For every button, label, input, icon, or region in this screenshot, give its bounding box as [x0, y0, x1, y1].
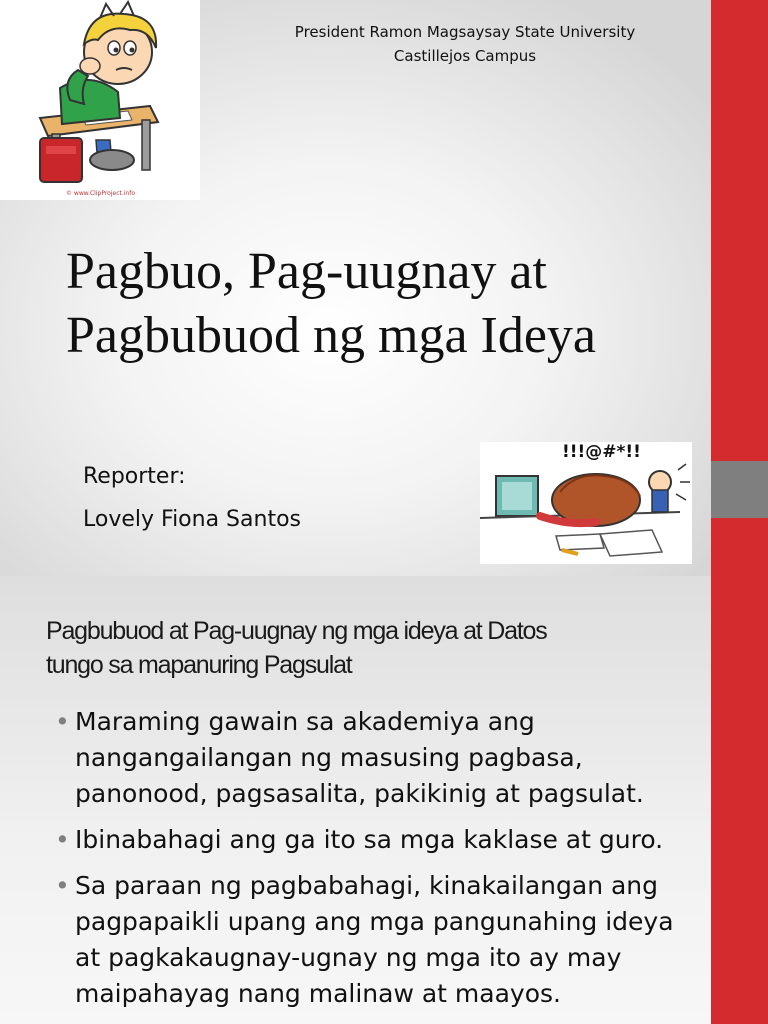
slide-title-line2: Pagbubuod ng mga Ideya: [66, 307, 597, 364]
university-header: [270, 20, 660, 68]
slide-title-line1: Pagbuo, Pag-uugnay at: [66, 243, 547, 300]
content-slide: [0, 576, 711, 1024]
thinking-student-clipart: [0, 0, 200, 200]
content-heading-line1: Pagbubuod at Pag-uugnay ng mga ideya at Datos: [46, 617, 547, 645]
bullet-dot-icon: •: [55, 707, 70, 736]
campus-name: Castillejos Campus: [393, 47, 537, 65]
bullet-text: Sa paraan ng pagbabahagi, kinakailangan ang pagpapaikli upang ang mga pangunahing ideya at pagkakaugnay-ugnay ng mga ito ay may maipahayag nang malinaw at maayos.: [75, 871, 674, 1008]
bullet-item: [55, 704, 700, 812]
slide-title: [66, 240, 706, 368]
reporter-label: Reporter:: [83, 464, 186, 489]
content-heading-line2: tungo sa mapanuring Pagsulat: [46, 651, 352, 679]
bullet-dot-icon: •: [55, 871, 70, 900]
university-name: President Ramon Magsaysay State University: [294, 23, 636, 41]
stressed-student-clipart: [480, 442, 692, 564]
stress-exclamation: !!!@#*!!: [562, 442, 641, 462]
thinking-student-illustration: [0, 0, 200, 200]
content-slide-heading: [46, 614, 666, 682]
bullet-text: Maraming gawain sa akademiya ang nangangailangan ng masusing pagbasa, panonood, pagsasalita, pakikinig at pagsulat.: [75, 707, 644, 808]
bullet-item: [55, 822, 700, 858]
bullet-item: [55, 868, 700, 1012]
clipart-credit: © www.ClipProject.info: [66, 190, 136, 197]
bullet-list: [55, 704, 700, 1022]
bullet-text: Ibinabahagi ang ga ito sa mga kaklase at guro.: [75, 825, 664, 854]
accent-grey-tab: [711, 461, 768, 518]
bullet-dot-icon: •: [55, 825, 70, 854]
reporter-name: Lovely Fiona Santos: [83, 507, 301, 532]
